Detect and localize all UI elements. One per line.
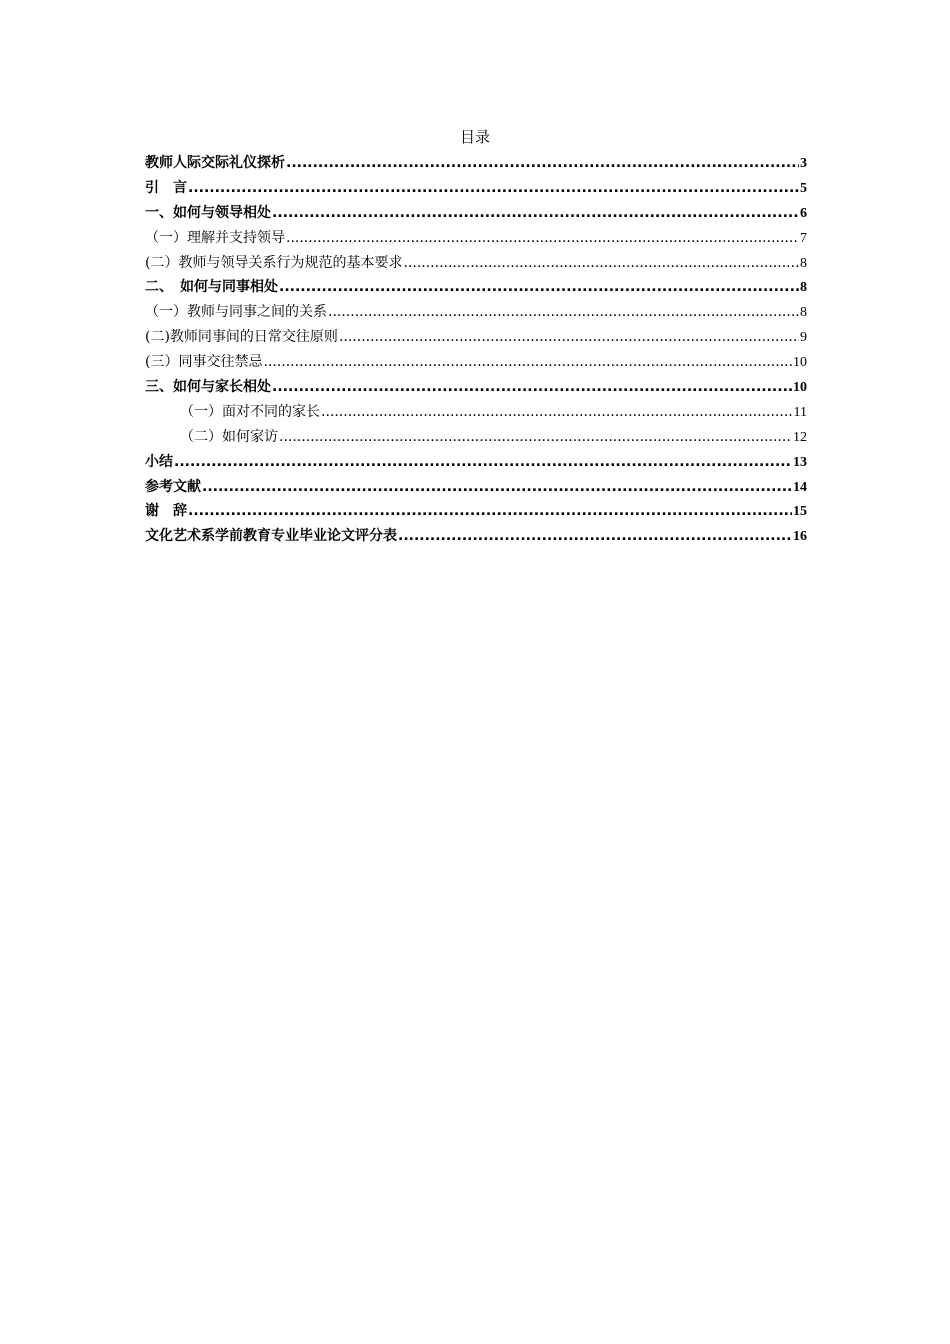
toc-entry-label: (二)教师同事间的日常交往原则 bbox=[145, 329, 338, 346]
toc-entry-label: 三、如何与家长相处 bbox=[145, 379, 271, 396]
toc-entry-label: （一）教师与同事之间的关系 bbox=[145, 304, 327, 321]
toc-entry-label: 一、如何与领导相处 bbox=[145, 204, 271, 221]
toc-entry[interactable] bbox=[145, 425, 807, 450]
toc-leader-dots bbox=[321, 400, 793, 425]
toc-entry-page: 8 bbox=[800, 280, 807, 296]
toc-entry[interactable] bbox=[145, 400, 807, 425]
toc-entry[interactable] bbox=[145, 251, 807, 276]
toc-leader-dots bbox=[328, 300, 799, 325]
toc-entry-label: 小结 bbox=[145, 453, 173, 470]
toc-leader-dots bbox=[286, 151, 799, 176]
toc-entry[interactable] bbox=[145, 300, 807, 325]
toc-leader-dots bbox=[272, 201, 799, 226]
toc-entry-page: 15 bbox=[793, 504, 807, 520]
toc-entry-label: 文化艺术系学前教育专业毕业论文评分表 bbox=[145, 528, 397, 545]
toc-entry[interactable] bbox=[145, 475, 807, 500]
toc-leader-dots bbox=[202, 475, 792, 500]
toc-entry-page: 5 bbox=[800, 180, 807, 196]
toc-entry-page: 9 bbox=[800, 330, 807, 346]
toc-entry[interactable] bbox=[145, 375, 807, 400]
toc-entry[interactable] bbox=[145, 450, 807, 475]
toc-entry-label: 教师人际交际礼仪探析 bbox=[145, 155, 285, 171]
toc-entry-page: 8 bbox=[800, 305, 807, 321]
toc-entry-label: 引 言 bbox=[145, 179, 187, 196]
toc-entry[interactable] bbox=[145, 151, 807, 176]
toc-leader-dots bbox=[174, 450, 792, 475]
toc-entry-label: (二）教师与领导关系行为规范的基本要求 bbox=[145, 254, 403, 271]
toc-leader-dots bbox=[279, 275, 799, 300]
toc-entry-label: （一）理解并支持领导 bbox=[145, 229, 285, 246]
toc-entry-page: 14 bbox=[793, 479, 807, 495]
toc-entry-label: （一）面对不同的家长 bbox=[180, 403, 320, 420]
toc-entry[interactable] bbox=[145, 201, 807, 226]
toc-leader-dots bbox=[279, 425, 792, 450]
toc-leader-dots bbox=[339, 325, 799, 350]
toc-leader-dots bbox=[286, 226, 799, 251]
toc-entry[interactable] bbox=[145, 499, 807, 524]
toc-entry-label: 参考文献 bbox=[145, 478, 201, 495]
toc-leader-dots bbox=[272, 375, 792, 400]
toc-entry-page: 6 bbox=[800, 205, 807, 221]
toc-entry[interactable] bbox=[145, 176, 807, 201]
toc-entry-page: 3 bbox=[800, 156, 807, 171]
toc-entry-label: 谢 辞 bbox=[145, 503, 187, 520]
toc-entry-page: 10 bbox=[793, 380, 807, 396]
toc-entry-page: 11 bbox=[793, 404, 807, 420]
toc-entry[interactable] bbox=[145, 226, 807, 251]
toc-entry-page: 13 bbox=[793, 454, 807, 470]
toc-entry-page: 16 bbox=[793, 529, 807, 545]
toc-entry-page: 8 bbox=[800, 255, 807, 271]
toc-entry-label: (三）同事交往禁忌 bbox=[145, 354, 263, 371]
toc-entry[interactable] bbox=[145, 275, 807, 300]
toc-leader-dots bbox=[398, 524, 792, 549]
toc-entry-label: （二）如何家访 bbox=[180, 428, 278, 445]
toc-entry-page: 12 bbox=[793, 429, 807, 445]
toc-leader-dots bbox=[403, 251, 799, 276]
toc-entry-page: 7 bbox=[800, 230, 807, 246]
toc-leader-dots bbox=[263, 350, 792, 375]
toc-entry[interactable] bbox=[145, 350, 807, 375]
toc-entry-page: 10 bbox=[793, 355, 807, 371]
toc-title: 目录 bbox=[459, 128, 490, 146]
toc-leader-dots bbox=[188, 499, 792, 524]
toc-leader-dots bbox=[188, 176, 799, 201]
toc-entry[interactable] bbox=[145, 325, 807, 350]
toc-entry-label: 二、 如何与同事相处 bbox=[145, 279, 278, 296]
table-of-contents bbox=[145, 151, 807, 549]
toc-entry[interactable] bbox=[145, 524, 807, 549]
